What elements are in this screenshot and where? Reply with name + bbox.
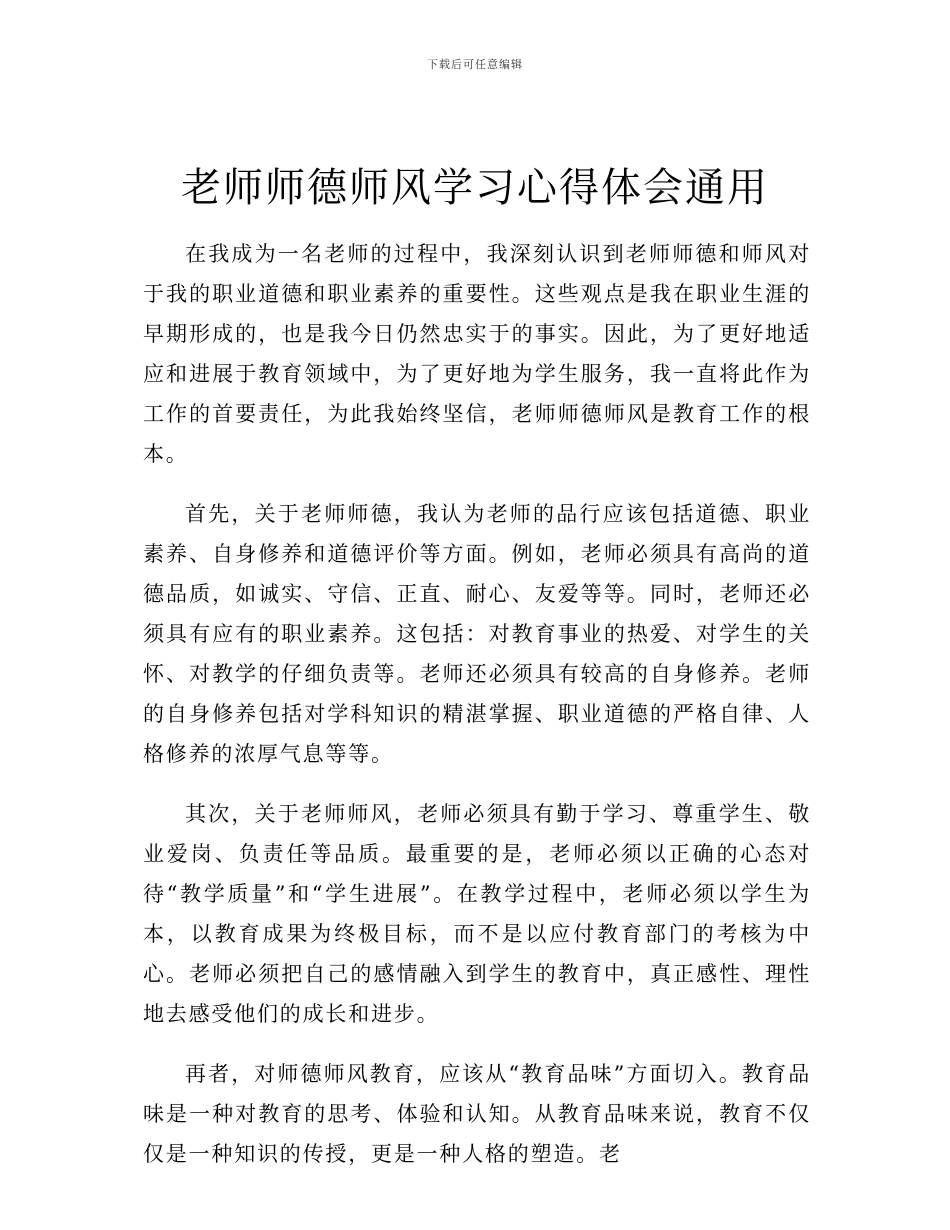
paragraph-2: 首先，关于老师师德，我认为老师的品行应该包括道德、职业素养、自身修养和道德评价等方面。例如，老师必须具有高尚的道德品质，如诚实、守信、正直、耐心、友爱等等。同时，老师还必须具有应有的职业素养。这包括：对教育事业的热爱、对学生的关怀、对教学的仔细负责等。老师还必须具有较高的自身修养。老师的自身修养包括对学科知识的精湛掌握、职业道德的严格自律、人格修养的浓厚气息等等。 [143,502,811,766]
paragraph-1: 在我成为一名老师的过程中，我深刻认识到老师师德和师风对于我的职业道德和职业素养的重要性。这些观点是我在职业生涯的早期形成的，也是我今日仍然忠实于的事实。因此，为了更好地适应和进展于教育领域中，为了更好地为学生服务，我一直将此作为工作的首要责任，为此我始终坚信，老师师德师风是教育工作的根本。 [143,242,811,466]
paragraph-4: 再者，对师德师风教育，应该从“教育品味”方面切入。教育品味是一种对教育的思考、体验和认知。从教育品味来说，教育不仅仅是一种知识的传授，更是一种人格的塑造。老 [143,1062,811,1166]
document-body [143,234,811,1194]
page-header-note: 下载后可任意编辑 [427,58,523,71]
paragraph-3: 其次，关于老师师风，老师必须具有勤于学习、尊重学生、敬业爱岗、负责任等品质。最重要的是，老师必须以正确的心态对待“教学质量”和“学生进展”。在教学过程中，老师必须以学生为本，以教育成果为终极目标，而不是以应付教育部门的考核为中心。老师必须把自己的感情融入到学生的教育中，真正感性、理性地去感受他们的成长和进步。 [143,802,811,1026]
document-title: 老师师德师风学习心得体会通用 [181,165,769,211]
